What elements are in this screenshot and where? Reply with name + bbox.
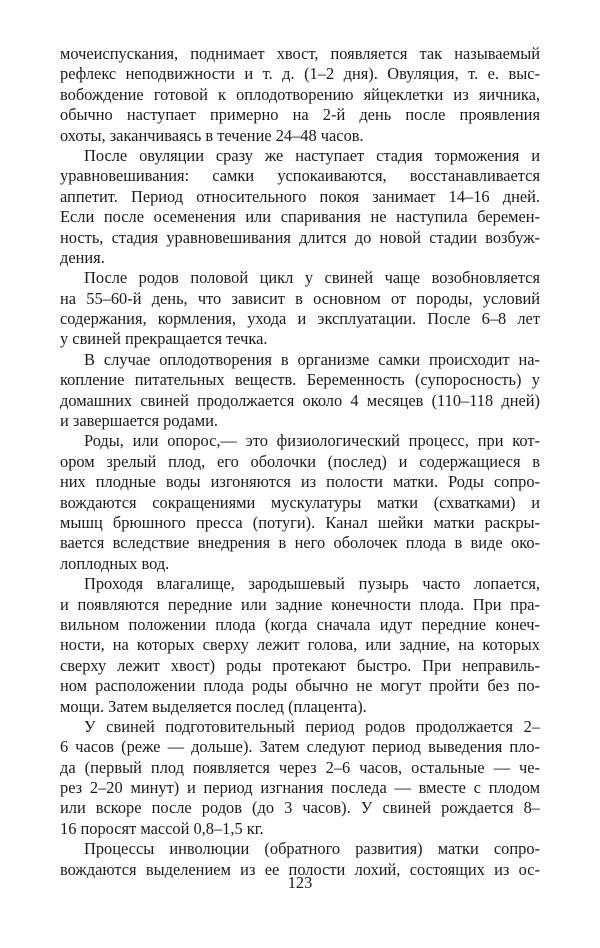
text-line: них плодные воды изгоняются из полости матки. Роды сопро- [60,472,540,492]
text-line: У свиней подготовительный период родов продолжается 2– [84,716,540,736]
text-line: и завершается родами. [60,411,218,431]
text-line: копление питательных веществ. Беременность (супоросность) у [60,370,540,390]
text-line: вильном положении плода (когда сначала идут передние конеч- [60,614,540,634]
paragraph-6 [60,574,540,717]
text-line: После родов половой цикл у свиней чаще возобновляется [84,268,540,288]
text-line: ность, стадия уравновешивания длится до новой стадии возбуж- [60,227,540,247]
text-line: ном расположении плода роды обычно не могут пройти без по- [60,676,540,696]
body-text [60,44,540,880]
paragraph-1 [60,44,540,146]
text-line: рез 2–20 минут) и период изгнания последа — вместе с плодом [60,778,540,798]
text-line: обычно наступает примерно на 2-й день после проявления [60,105,540,125]
text-line: охоты, заканчиваясь в течение 24–48 часов. [60,125,364,145]
text-line: да (первый плод появляется через 2–6 часов, остальные — че- [60,757,540,777]
text-line: уравновешивания: самки успокаиваются, восстанавливается [60,166,540,186]
text-line: 6 часов (реже — дольше). Затем следуют период выведения пло- [60,737,540,757]
paragraph-4 [60,350,540,432]
text-line: В случае оплодотворения в организме самки происходит на- [84,349,540,369]
paragraph-5 [60,431,540,574]
text-line: мочеиспускания, поднимает хвост, появляется так называемый [60,44,540,63]
page-number: 123 [287,873,313,892]
text-line: 16 поросят массой 0,8–1,5 кг. [60,818,264,838]
text-line: Если после осеменения или спаривания не наступила беремен- [60,207,540,227]
text-line: Роды, или опорос,— это физиологический процесс, при кот- [84,431,540,451]
text-line: После овуляции сразу же наступает стадия торможения и [84,145,540,165]
text-line: вобождение готовой к оплодотворению яйцеклетки из яичника, [60,84,540,104]
text-line: на 55–60-й день, что зависит в основном от породы, условий [60,288,540,308]
text-line: вождаются сокращениями мускулатуры матки (схватками) и [60,492,540,512]
text-line: лоплодных вод. [60,553,170,573]
paragraph-2 [60,146,540,268]
paragraph-7 [60,717,540,839]
text-line: аппетит. Период относительного покоя занимает 14–16 дней. [60,186,540,206]
text-line: вается вследствие внедрения в него оболочек плода в виде око- [60,533,540,553]
text-line: ности, на которых сверху лежит голова, или задние, на которых [60,635,540,655]
text-line: домашних свиней продолжается около 4 месяцев (110–118 дней) [60,390,540,410]
text-line: рефлекс неподвижности и т. д. (1–2 дня). Овуляция, т. е. выс- [60,64,540,84]
text-line: дения. [60,247,105,267]
text-line: мощи. Затем выделяется послед (плацента). [60,696,367,716]
paragraph-3 [60,268,540,350]
text-line: вождаются выделением из ее полости лохий, состоящих из ос- [60,859,540,879]
text-line: сверху лежит хвост) роды протекают быстро. При неправиль- [60,655,540,675]
text-line: или вскоре после родов (до 3 часов). У свиней рождается 8– [60,798,540,818]
text-line: содержания, кормления, ухода и эксплуатации. После 6–8 лет [60,309,540,329]
text-line: ором зрелый плод, его оболочки (послед) и содержащиеся в [60,451,540,471]
text-line: Проходя влагалище, зародышевый пузырь часто лопается, [84,574,540,594]
text-line: у свиней прекращается течка. [60,329,268,349]
text-line: мышц брюшного пресса (потуги). Канал шейки матки раскры- [60,512,540,532]
text-line: Процессы инволюции (обратного развития) матки сопро- [84,839,540,859]
text-line: и появляются передние или задние конечности плода. При пра- [60,594,540,614]
